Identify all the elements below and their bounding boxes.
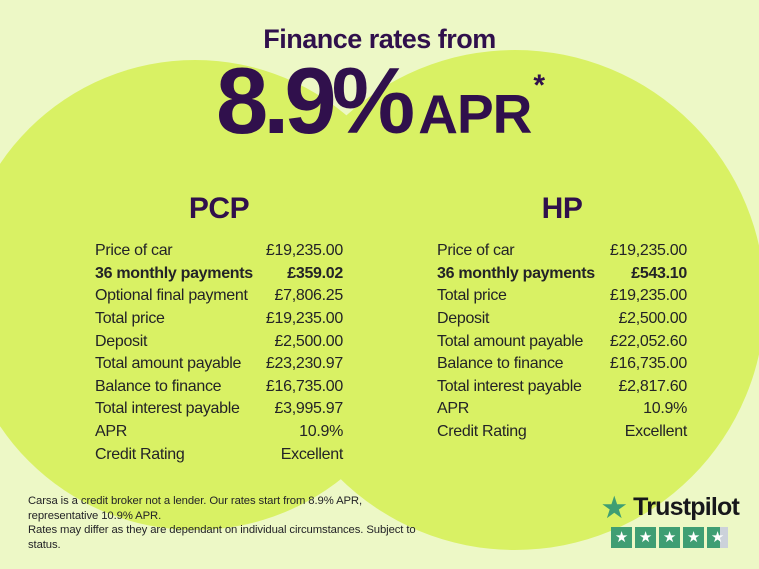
apr-label: APR [418,83,532,145]
row-value: Excellent [280,445,343,463]
row-value: Excellent [624,423,687,441]
table-row [437,285,687,308]
row-label: Deposit [437,310,490,328]
row-value: £22,052.60 [609,332,687,350]
table-row [437,263,687,286]
star-icon: ★ [710,529,725,546]
row-value: £19,235.00 [609,242,687,260]
row-value: £2,817.60 [618,377,687,395]
star-icon: ★ [686,529,701,546]
table-row [437,376,687,399]
row-label: Deposit [95,332,148,350]
pcp-column [95,192,343,466]
table-row [437,421,687,444]
disclaimer-line-2: Rates may differ as they are dependant on individual circumstances. Subject to status. [28,524,416,551]
header [0,22,759,153]
disclaimer-line-1: Carsa is a credit broker not a lender. Our rates start from 8.9% APR, representative 10.9% APR. [28,495,363,522]
trustpilot-star-icon: ★ [600,489,629,525]
row-label: Balance to finance [437,355,564,373]
table-row [95,398,343,421]
row-value: £19,235.00 [265,242,343,260]
header-eyebrow: Finance rates from [263,24,496,54]
row-value: £19,235.00 [265,310,343,328]
trustpilot-half-star-box [707,527,728,548]
hp-table [437,240,687,443]
rate-value: 8.9% [215,48,411,153]
row-value: £16,735.00 [265,377,343,395]
hp-column [437,192,687,443]
row-value: £23,230.97 [265,355,343,373]
table-row [437,308,687,331]
row-value: £16,735.00 [609,355,687,373]
trustpilot-wordmark: Trustpilot [633,493,739,521]
table-row [95,376,343,399]
row-label: Total amount payable [95,355,242,373]
star-icon: ★ [638,529,653,546]
table-row [437,240,687,263]
row-label: Total amount payable [437,332,584,350]
table-row [95,240,343,263]
row-label: APR [437,400,469,418]
trustpilot-star-box [683,527,704,548]
trustpilot-star-box [635,527,656,548]
table-row [95,308,343,331]
trustpilot-star-box [611,527,632,548]
row-value: £2,500.00 [274,332,343,350]
table-row [95,443,343,466]
disclaimer [28,494,428,552]
table-row [437,398,687,421]
apr-asterisk: * [533,69,546,102]
row-label: APR [95,423,127,441]
star-icon: ★ [614,529,629,546]
row-label: Total interest payable [95,400,240,418]
row-label: Balance to finance [95,377,222,395]
row-label: Credit Rating [95,445,185,463]
row-label: Total price [437,287,507,305]
row-label: Optional final payment [95,287,248,305]
row-label: Price of car [95,242,173,260]
star-icon: ★ [662,529,677,546]
row-value: £2,500.00 [618,310,687,328]
row-value: £19,235.00 [609,287,687,305]
pcp-title: PCP [188,192,250,225]
row-label: Credit Rating [437,423,527,441]
table-row [437,330,687,353]
row-value: 10.9% [299,423,343,441]
row-value: £543.10 [631,264,687,282]
hp-title: HP [541,192,583,225]
table-row [95,421,343,444]
pcp-table [95,240,343,466]
trustpilot-logo [600,489,739,525]
row-value: 10.9% [643,400,687,418]
table-row [95,330,343,353]
row-label: 36 monthly payments [437,264,595,282]
row-value: £3,995.97 [274,400,343,418]
row-label: Price of car [437,242,515,260]
trustpilot-star-box [659,527,680,548]
table-row [95,263,343,286]
row-value: £7,806.25 [274,287,343,305]
trustpilot-badge [600,489,739,548]
trustpilot-star-rating [611,527,728,548]
row-label: Total price [95,310,165,328]
row-label: 36 monthly payments [95,264,253,282]
table-row [95,285,343,308]
table-row [95,353,343,376]
headline-rate [0,48,759,153]
row-value: £359.02 [287,264,343,282]
row-label: Total interest payable [437,377,582,395]
table-row [437,353,687,376]
